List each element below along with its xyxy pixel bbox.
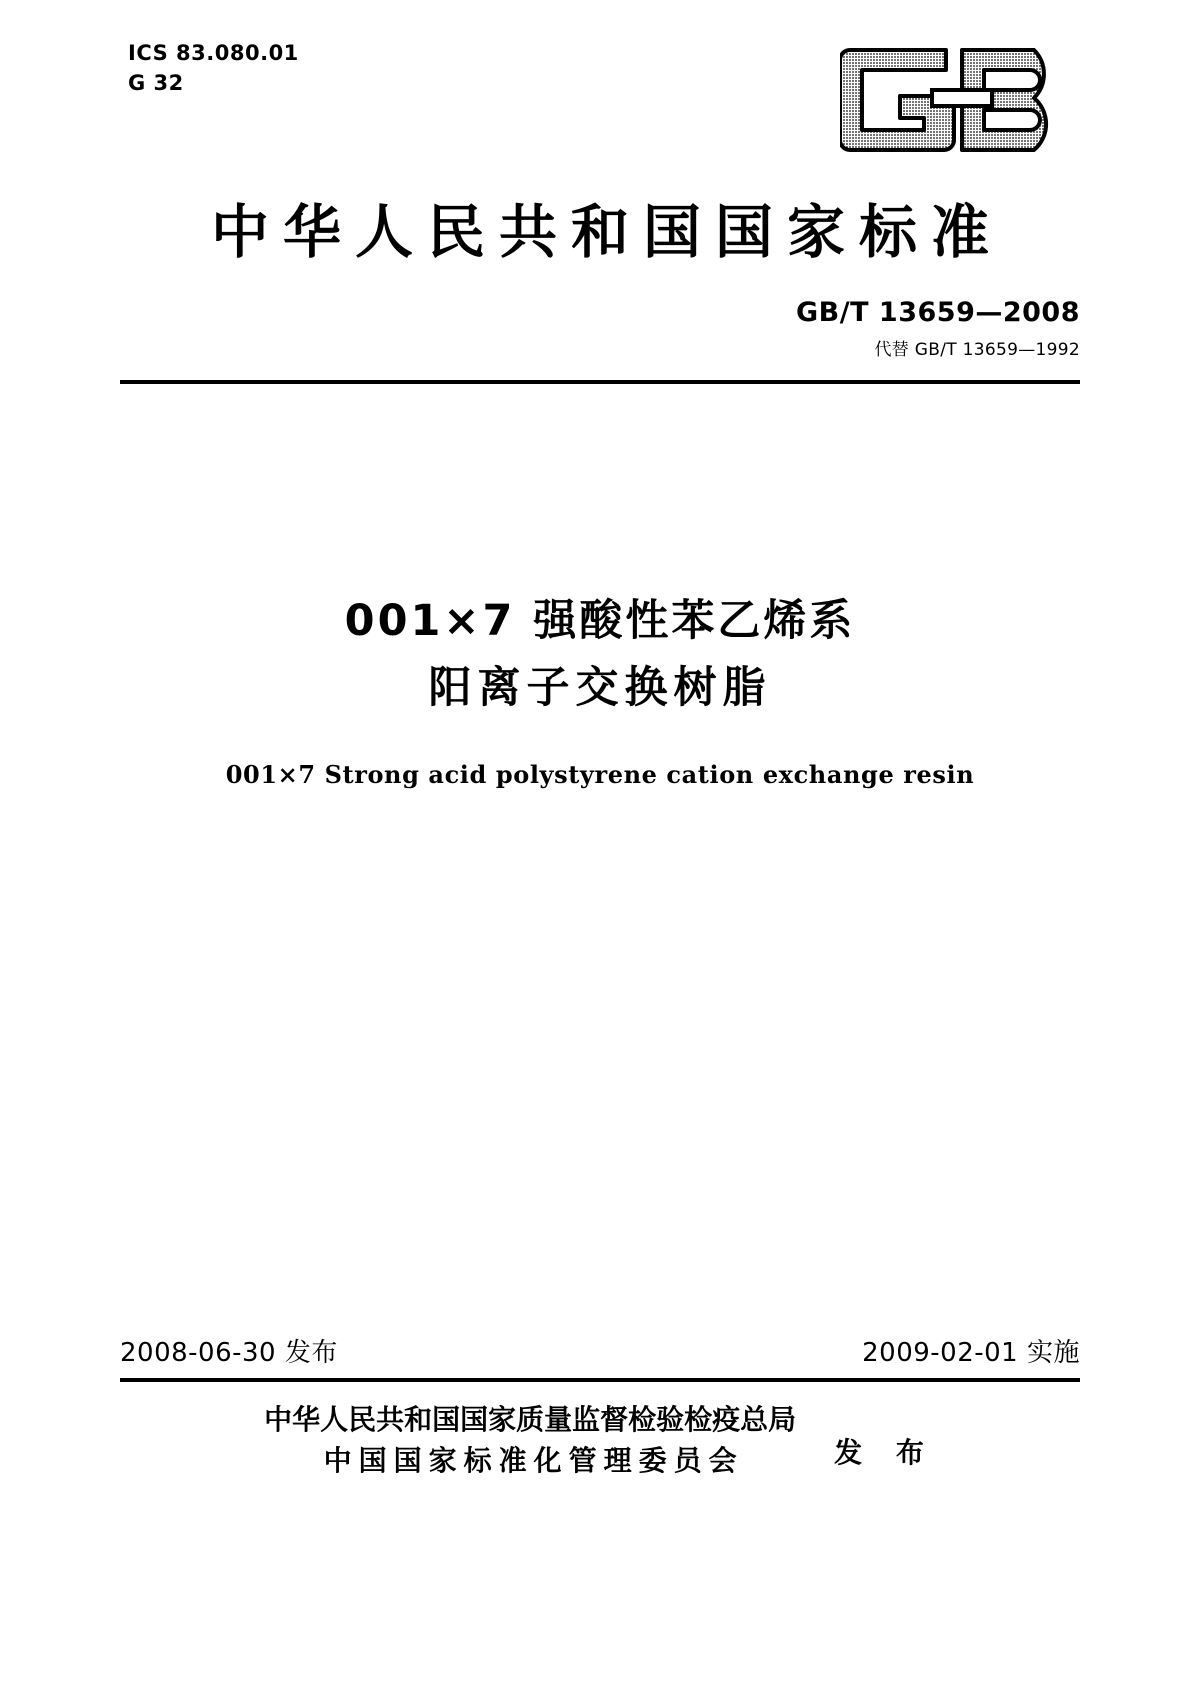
issuer-line1: 中华人民共和国国家质量监督检验检疫总局 bbox=[264, 1403, 797, 1436]
issuer-names bbox=[264, 1400, 796, 1481]
issuer-block bbox=[0, 1400, 1200, 1481]
authority-title: 中华人民共和国国家标准 bbox=[210, 198, 1003, 266]
document-title-english: 001×7 Strong acid polystyrene cation exchange resin bbox=[225, 760, 975, 789]
standard-number-block bbox=[796, 297, 1080, 360]
issue-date: 2008-06-30 发布 bbox=[120, 1338, 338, 1368]
document-title-line1: 001×7 强酸性苯乙烯系 bbox=[344, 596, 856, 646]
document-title bbox=[0, 588, 1200, 721]
issuer-line2: 中国国家标准化管理委员会 bbox=[323, 1443, 744, 1477]
header-divider bbox=[120, 380, 1080, 384]
footer-divider bbox=[120, 1378, 1080, 1382]
ics-code: ICS 83.080.01 bbox=[128, 41, 299, 65]
publish-label: 发 布 bbox=[834, 1435, 936, 1469]
standard-number: GB/T 13659—2008 bbox=[796, 297, 1080, 328]
gb-logo-icon bbox=[840, 44, 1080, 154]
standard-replaces: 代替 GB/T 13659—1992 bbox=[874, 340, 1080, 360]
document-title-line2: 阳离子交换树脂 bbox=[428, 662, 772, 713]
footer-dates bbox=[120, 1332, 1080, 1369]
implement-date: 2009-02-01 实施 bbox=[862, 1338, 1080, 1368]
chinese-classification-code: G 32 bbox=[128, 71, 184, 96]
classification-codes bbox=[128, 38, 299, 99]
